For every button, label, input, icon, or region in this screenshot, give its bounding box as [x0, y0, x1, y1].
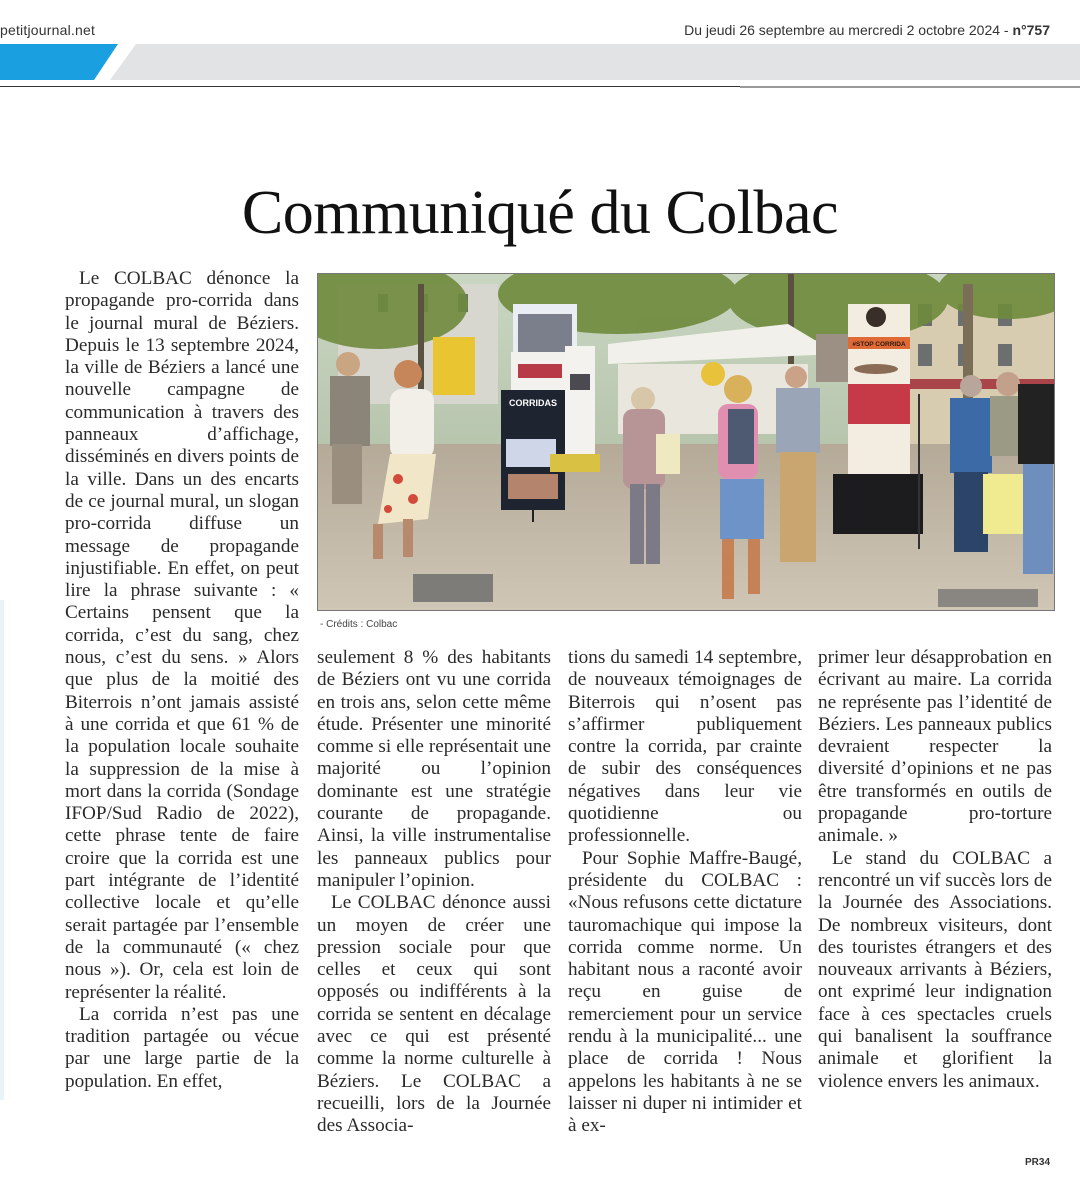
author-signature: PR34	[1024, 1157, 1050, 1168]
paragraph: Le COLBAC dénonce aussi un moyen de créer une pression sociale pour que celles et ceux qui sont opposés ou indifférents à la corrida se sentent en décalage avec ce qui est présenté comme la norme culturelle à Béziers. Le COLBAC a recueilli, lors de la Journée des Associa-	[317, 892, 551, 1137]
issue-date	[684, 22, 1050, 38]
paragraph: tions du samedi 14 septembre, de nouveaux témoignages de Biterrois qui n’osent pas s’affirmer publiquement contre la corrida, par crainte de subir des conséquences négatives dans leur vie quotidienne ou professionnelle.	[568, 647, 802, 847]
paragraph: seulement 8 % des habitants de Béziers ont vu une corrida en trois ans, selon cette même étude. Présenter une minorité comme si elle représentait une majorité ou l’opinion dominante est une stratégie courante de propagande. Ainsi, la ville instrumentalise les panneaux publics pour manipuler l’opinion.	[317, 647, 551, 891]
paragraph: Pour Sophie Maffre-Baugé, présidente du COLBAC : «Nous refusons cette dictature tauromachique qui impose la corrida comme norme. Un habitant nous a raconté avoir reçu en guise de remerciement pour un service rendu à la municipalité... une place de corrida ! Nous appelons les habitants à ne se laisser ni duper ni intimider et à ex-	[568, 847, 802, 1137]
sign-corridas: CORRIDAS	[508, 398, 558, 408]
article-column-2	[317, 647, 551, 1138]
issue-date-text: Du jeudi 26 septembre au mercredi 2 octobre 2024 -	[684, 22, 1013, 38]
paragraph: La corrida n’est pas une tradition partagée ou vécue par une large partie de la population. En effet,	[65, 1003, 299, 1092]
poster	[433, 337, 475, 395]
article-column-4	[818, 647, 1052, 1093]
header-band-accent	[0, 44, 118, 80]
stand-photo-illustration	[318, 274, 1054, 610]
paragraph: Le stand du COLBAC a rencontré un vif succès lors de la Journée des Associations. De nombreux visiteurs, dont des touristes étrangers et des nouveaux arrivants à Béziers, ont exprimé leur indignation face à ces spectacles cruels qui banalisent la souffrance animale et glorifient la violence envers les animaux.	[818, 847, 1052, 1092]
article-photo	[317, 273, 1055, 611]
photo-credit: - Crédits : Colbac	[320, 619, 398, 630]
article-column-1	[65, 268, 299, 1093]
article-column-3	[568, 647, 802, 1138]
paragraph: primer leur désapprobation en écrivant au maire. La corrida ne représente pas l’identité de Béziers. Les panneaux publics devraient respecter la diversité d’opinions et ne pas être transformés en outils de propagande pro-torture animale. »	[818, 647, 1052, 847]
issue-number: n°757	[1012, 22, 1050, 38]
paragraph: Le COLBAC dénonce la propagande pro-corrida dans le journal mural de Béziers. Depuis le 13 septembre 2024, la ville de Béziers a lancé une nouvelle campagne de communication à travers des panneaux d’affichage, disséminés en divers points de la ville. Dans un des encarts de ce journal mural, un slogan pro-corrida diffuse un message de propagande injustifiable. En effet, on peut lire la phrase suivante : « Certains pensent que la corrida, c’est du sang, chez nous, c’est du sens. » Alors que plus de la moitié des Biterrois n’ont jamais assisté à une corrida et que 61 % de la population locale souhaite la suppression de la mise à mort dans la corrida (Sondage IFOP/Sud Radio de 2022), cette phrase tente de faire croire que la corrida est une part intégrante de l’identité collective locale et qu’elle serait partagée par l’ensemble de la communauté (« chez nous »). Or, cela est loin de représenter la réalité.	[65, 268, 299, 1003]
header-band	[0, 44, 1080, 80]
article-title: Communiqué du Colbac	[241, 179, 839, 247]
page-edge	[0, 600, 4, 1100]
header-band-grey	[110, 44, 1080, 80]
header-rule	[0, 86, 1080, 88]
site-name: petitjournal.net	[0, 22, 96, 38]
sign-stop-corrida: #STOP CORRIDA	[852, 341, 906, 348]
